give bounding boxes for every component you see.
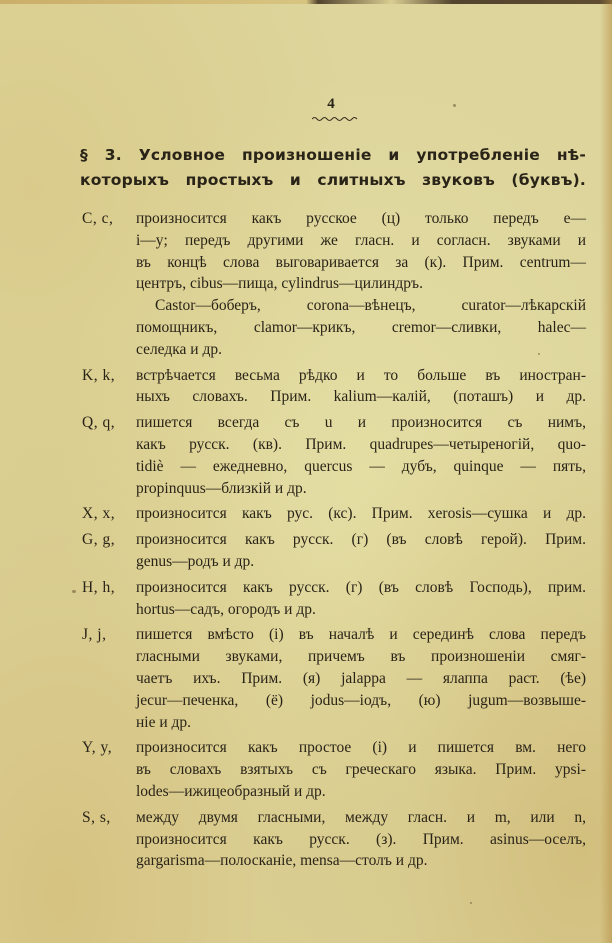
entry-line: гласными звуками, причемъ въ произношеніи смяг- <box>136 648 586 666</box>
entry-body <box>136 365 586 409</box>
entry-line: hortus—садъ, огородъ и др. <box>136 600 316 618</box>
entry-line: tidiè — ежедневно, quercus — дубъ, quinque — пять, <box>136 457 586 475</box>
entry-line: помощникъ, clamor—крикъ, cremor—сливки, halec— <box>136 318 586 336</box>
wavy-rule-ornament <box>312 116 358 122</box>
paper-speck <box>72 590 76 593</box>
entry-line: произносится какъ русск. (з). Прим. asinus—оселъ, <box>136 830 586 848</box>
entry-line: Castor—боберъ, corona—вѣнецъ, curator—лѣкарскій <box>155 297 586 315</box>
section-heading-line-1: § 3. Условное произношеніе и употребленіе нѣ- <box>80 146 586 164</box>
entry-line: ныхъ словахъ. Прим. kalium—калій, (поташъ) и др. <box>136 388 586 406</box>
entry-line: чаетъ ихъ. Прим. (я) jalappa — ялаппа раст. (ѣе) <box>136 669 586 687</box>
entry-line: jecur—печенка, (ё) jodus—іодъ, (ю) jugum—возвыше- <box>136 691 586 709</box>
entry-line: i—y; передъ другими же гласн. и согласн. звуками и <box>136 231 586 249</box>
entry-x <box>82 503 586 525</box>
entry-line: произносится какъ русское (ц) только передъ e— <box>136 210 586 227</box>
entry-body <box>136 737 586 802</box>
entry-body <box>136 577 586 621</box>
entry-y <box>82 737 586 802</box>
entry-line: какъ русск. (кв). Прим. quadrupes—четыреногій, quo- <box>136 435 586 453</box>
page-number: 4 <box>327 96 335 112</box>
entry-body <box>136 208 586 361</box>
entry-line: ніе и др. <box>136 713 192 731</box>
entry-label: Q, q, <box>82 414 116 432</box>
entry-line: пишется вмѣсто (i) въ началѣ и серединѣ слова передъ <box>136 626 586 644</box>
entry-line: между двумя гласными, между гласн. и m, или n, <box>136 808 586 826</box>
page-right-edge-shadow <box>600 0 612 943</box>
entry-body <box>136 412 586 499</box>
letter-entries <box>82 208 586 876</box>
entry-line: propinquus—близкій и др. <box>136 479 307 497</box>
entry-body <box>136 624 586 733</box>
entry-body <box>136 529 586 573</box>
entry-line: произносится какъ русск. (г) (въ словѣ Господь), прим. <box>136 578 586 596</box>
page-top-edge <box>0 0 612 4</box>
entry-label: X, x, <box>82 505 116 523</box>
paper-speck <box>470 902 472 904</box>
entry-line: въ концѣ слова выговаривается за (к). Прим. centrum— <box>136 253 586 271</box>
paper-speck <box>453 104 456 107</box>
section-heading-line-2: которыхъ простыхъ и слитныхъ звуковъ (буквъ). <box>80 170 586 189</box>
section-heading <box>80 143 586 192</box>
entry-label: H, h, <box>82 578 116 596</box>
entry-body <box>136 807 586 872</box>
entry-j <box>82 624 586 733</box>
entry-label: G, g, <box>82 531 116 549</box>
entry-label: J, j, <box>82 626 107 644</box>
entry-line: встрѣчается весьма рѣдко и то больше въ иностран- <box>136 366 586 384</box>
entry-line: произносится какъ рус. (кс). Прим. xerosis—сушка и др. <box>136 505 586 523</box>
entry-s <box>82 807 586 872</box>
entry-line: произносится какъ русск. (г) (въ словѣ герой). Прим. <box>136 531 586 549</box>
entry-line: въ словахъ взятыхъ съ греческаго языка. Прим. ypsi- <box>136 761 586 779</box>
entry-c <box>82 208 586 361</box>
entry-label: Y, y, <box>82 739 113 757</box>
entry-line: genus—родъ и др. <box>136 552 255 570</box>
entry-line: lodes—ижицеобразный и др. <box>136 782 326 800</box>
entry-q <box>82 412 586 499</box>
entry-label: K, k, <box>82 366 116 384</box>
entry-line: селедка и др. <box>136 340 222 358</box>
entry-label: S, s, <box>82 808 111 826</box>
entry-body <box>136 503 586 525</box>
paper-speck <box>538 353 540 355</box>
entry-line: центръ, cibus—пища, cylindrus—цилиндръ. <box>136 275 423 293</box>
entry-line: пишется всегда съ u и произносится съ нимъ, <box>136 414 586 432</box>
entry-label: C, c, <box>82 210 114 227</box>
entry-h <box>82 577 586 621</box>
entry-line: произносится какъ простое (i) и пишется вм. него <box>136 739 586 757</box>
entry-g <box>82 529 586 573</box>
entry-line: gargarisma—полосканіе, mensa—столъ и др. <box>136 852 428 870</box>
entry-k <box>82 365 586 409</box>
